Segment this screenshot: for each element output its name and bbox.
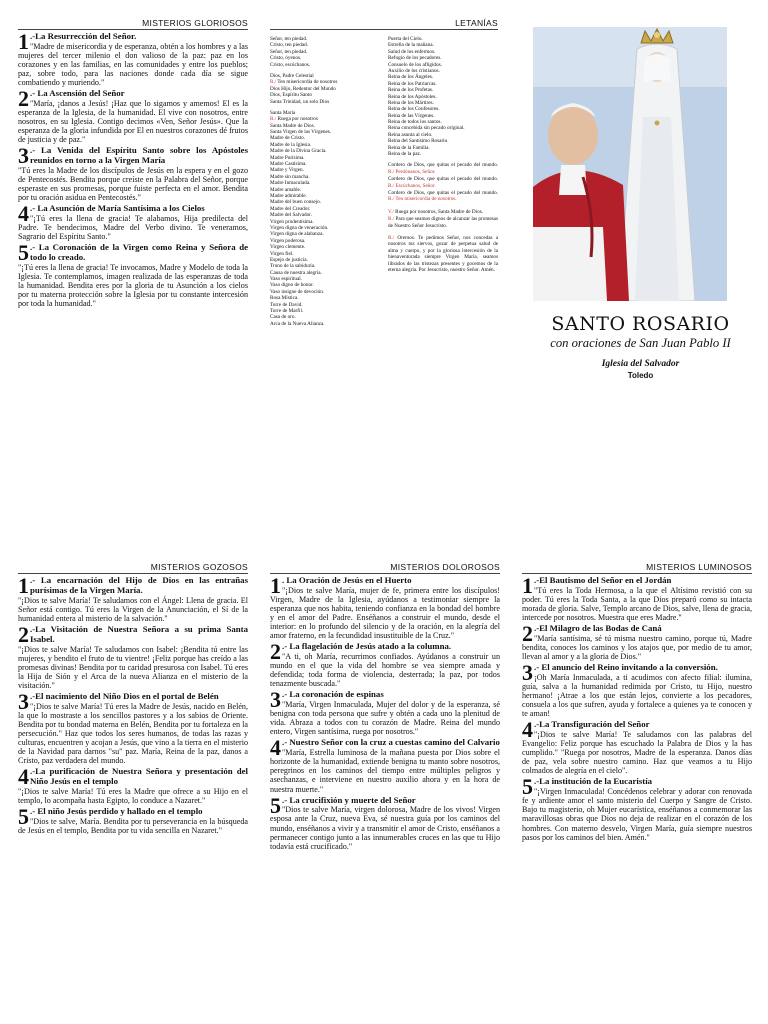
section-header: MISTERIOS GLORIOSOS — [142, 18, 248, 28]
response-marker: R./ — [388, 216, 395, 223]
mystery-number: 1 — [18, 29, 29, 54]
litany-text: Madre amable. — [270, 186, 302, 193]
section-header: MISTERIOS GOZOSOS — [150, 562, 248, 572]
mystery-number: 2 — [522, 621, 533, 647]
mystery-number: 5 — [18, 240, 29, 266]
litany-text: Estrella de la mañana. — [388, 42, 434, 49]
litany-text: Cristo, ten piedad. — [270, 42, 309, 49]
mystery-prayer: "María, ¡danos a Jesús! ¡Haz que lo sigamos y amemos! El es la esperanza de la Iglesia, de la humanidad. El vive con nosotros, entre nosotros, en su Iglesia. Contigo decimos «Ven, Señor Jesús». Que la esperanza de la gloria infundida por El en nuestros corazones dé frutos de justicia y de paz." — [18, 99, 248, 145]
litany-text: Cristo, escúchanos. — [270, 61, 311, 68]
mystery-prayer: "¡Dios te salve María! Tú eres la Madre de Jesús, nacido en Belén, la que lo mostraste a los sencillos pastores y a los sabios de Oriente. Bendita por tu bondad materna en Belén, Bendita por tu fortaleza en la persecución." Haz que todos los seres humanos, de todas las razas y culturas, encuentren y acojan a Jesús, que vino a la tierra en el misterio de la Navidad para darnos "su" paz. María, Reina de la paz, danos a Cristo, paz verdadera del mundo. — [18, 701, 248, 766]
mystery-prayer: "¡Dios te salve María, mujer de fe, primera entre los discípulos! Virgen, Madre de la Iglesia, ayúdanos a testimoniar siempre la esperanza que nos habita, teniendo confianza en la bondad del hombre y en el amor del Padre. Enséñanos a construir el mundo, desde el interior: en lo profundo del silencio y de la oración, en la alegría del amor fraterno, en la fecundidad insustituible de la Cruz." — [270, 585, 500, 641]
cover-church: Iglesia del Salvador — [601, 359, 680, 369]
mystery-title: .-La institución de la Eucaristía — [534, 776, 653, 787]
mystery-title: .- El niño Jesús perdido y hallado en el templo — [30, 805, 203, 816]
litany-text: Santa Virgen de las Vírgenes. — [270, 129, 332, 136]
litany-text: Para que seamos dignos de alcanzar las promesas de Nuestro Señor Jesucristo. — [388, 216, 498, 229]
cover-title-block — [533, 313, 748, 380]
mystery-item — [18, 240, 248, 309]
mystery-item — [18, 29, 248, 88]
mystery-item — [18, 688, 248, 766]
mystery-title: . La Oración de Jesús en el Huerto — [282, 575, 412, 585]
litany-text: Auxilio de los cristianos. — [388, 67, 440, 74]
mystery-item — [522, 573, 752, 623]
litany-text: Reina de los Ángeles. — [388, 74, 434, 81]
mystery-title: .- La Asunción de María Santísima a los Cielos — [30, 203, 205, 214]
litany-text: Espejo de justicia. — [270, 256, 308, 263]
litany-text: Virgen prudentísima. — [270, 218, 314, 225]
litany-text: Dios Hijo, Redentor del Mundo — [270, 85, 336, 92]
litany-line — [388, 162, 498, 175]
litany-text: Torre de Marfil. — [270, 308, 304, 315]
litany-response: R./ Perdónanos, Señor. — [388, 168, 436, 175]
section-header: LETANÍAS — [455, 18, 498, 28]
divider — [18, 573, 248, 574]
mystery-number: 3 — [522, 660, 533, 686]
divider — [270, 573, 500, 574]
litany-text: Torre de David. — [270, 301, 303, 308]
section-header: MISTERIOS LUMINOSOS — [646, 562, 752, 572]
mystery-prayer: "Tú eres la Madre de los discípulos de Jesús en la espera y en el gozo de Pentecostés. Bendita porque creíste en la Palabra del Señor, porque esperaste en sus promesas, porque fuiste perfecta en el amor. Bendita por tu oración asidua en Pentecostés." — [18, 166, 248, 203]
mystery-item — [270, 639, 500, 689]
litany-text: Madre del Creador. — [270, 205, 311, 212]
litany-text: Oremos. Te pedimos Señor, nos concedas a nosotros tus siervos, gozar de perpetua salud de alma y cuerpo, y por la gloriosa intercesión de la bienaventurada siempre Virgen María, seamos librados de las tristezas presentes y gocemos de la eterna alegría. Por Jesucristo, nuestro Señor. Amén. — [388, 234, 498, 273]
litany-text: Virgen digna de veneración. — [270, 224, 329, 231]
mystery-title: .-La Resurrección del Señor. — [30, 31, 137, 41]
mystery-number: 3 — [18, 143, 29, 169]
litany-text: Reina concebida sin pecado original. — [388, 125, 465, 132]
mystery-title: .-El Bautismo del Señor en el Jordán — [534, 575, 672, 585]
panel-dolorosos — [270, 562, 500, 1002]
litany-text: Madre admirable. — [270, 192, 307, 199]
mystery-number: 4 — [18, 201, 29, 227]
litany-text: Dios, Espíritu Santo — [270, 92, 312, 99]
panel-letanias — [270, 18, 498, 388]
response-marker: V./ — [388, 208, 394, 215]
mystery-item — [18, 573, 248, 623]
litany-text: Reina asunta al cielo. — [388, 131, 433, 138]
mystery-item — [18, 201, 248, 242]
litany-text: Santa Trinidad, un solo Dios — [270, 98, 330, 105]
mystery-number: 1 — [522, 573, 533, 598]
litany-line — [388, 190, 498, 203]
mystery-number: 1 — [18, 573, 29, 598]
mystery-item — [18, 621, 248, 690]
divider — [522, 573, 752, 574]
litany-text: Reina de las Vírgenes. — [388, 112, 435, 119]
litany-text: Casa de oro. — [270, 314, 296, 321]
litany-text: Virgen poderosa. — [270, 237, 306, 244]
mystery-title: .- La encarnación del Hijo de Dios en las entrañas purísimas de la Virgen María. — [30, 575, 248, 595]
section-header: MISTERIOS DOLOROSOS — [390, 562, 500, 572]
mystery-prayer: "¡Dios te salve María! Tú eres la Madre que ofrece a su Hijo en el templo, lo acompaña hasta Egipto, lo conduce a Nazaret." — [18, 786, 248, 805]
mystery-prayer: "Tú eres la Toda Hermosa, a la que el Altísimo revistió con su poder. Tú eres la Toda Santa, a la que Dios preparó como su intacta morada de gloria. Salve, Templo arcano de Dios, salve, llena de gracia, intercede por nosotros. Muestra que eres Madre." — [522, 585, 752, 623]
mystery-title: .- La coronación de espinas — [282, 689, 384, 700]
mystery-item — [522, 717, 752, 776]
mystery-prayer: "¡Dios te salve María! Te saludamos con el Ángel: Llena de gracia. El Señor está contigo. Tú eres la Virgen de la Anunciación, el Sí de la humanidad entera al misterio de la salvación." — [18, 595, 248, 623]
litany-text: Madre de Cristo. — [270, 135, 306, 142]
mystery-number: 5 — [270, 792, 281, 818]
divider — [18, 29, 248, 30]
mystery-title: .- La flagelación de Jesús atado a la columna. — [282, 641, 452, 652]
mystery-number: 3 — [270, 687, 281, 713]
litany-line — [388, 235, 498, 273]
litany-text: Madre Castísima. — [270, 161, 307, 168]
mystery-number: 4 — [270, 735, 281, 761]
mystery-prayer: "¡Dios te salve María! Te saludamos con Isabel: ¡Bendita tú entre las mujeres, y bendito el fruto de tu vientre! ¡Feliz porque has creído a las promesas divinas! Bendita por tu caridad presurosa con Isabel. Tú eres la Hija de Sión y el Arca de la nueva Alianza en el misterio de la visitación." — [18, 644, 248, 690]
response-marker: R./ — [270, 79, 277, 86]
mystery-number: 2 — [270, 639, 281, 665]
mystery-item — [270, 792, 500, 851]
litany-text: Rosa Mística. — [270, 295, 299, 302]
mystery-prayer: "¡Virgen Inmaculada! Concédenos celebrar y adorar con renovada fe y ardiente amor el santo misterio del Cuerpo y Sangre de Cristo. Bajo tu magisterio, oh Mujer eucarística, enséñanos a conmemorar las maravillosas obras que Dios no deja de realizar en el corazón de los hombres. Con materno desvelo, Virgen María, guía siempre nuestros pasos por los caminos del bien. Amén." — [522, 787, 752, 842]
mystery-prayer: "María santísima, sé tú misma nuestro camino, porque tú, Madre bendita, conoces los caminos y los atajos que, por medio de tu amor, llevan al amor y a la gloria de Dios." — [522, 633, 752, 662]
litany-text: Arca de la Nueva Alianza. — [270, 320, 325, 327]
mystery-prayer: "Dios te salve María, virgen dolorosa, Madre de los vivos! Virgen esposa ante la Cruz, nueva Eva, sé nuestra guía por los caminos del mundo, enséñanos a vivir y a transmitir el amor de Cristo, enséñanos a permanecer contigo junto a las innumerables cruces en las que tu Hijo todavía está crucificado." — [270, 805, 500, 851]
mystery-title: .- El anuncio del Reino invitando a la conversión. — [534, 662, 718, 673]
mystery-number: 5 — [522, 774, 533, 800]
mystery-prayer: "Madre de misericordia y de esperanza, obtén a los hombres y a las mujeres del tercer milenio el don valioso de la paz: paz en los corazones y en las familias, en las comunidades y entre los pueblos; paz, sobre todo, para las naciones donde cada día se sigue combatiendo y muriendo." — [18, 41, 248, 88]
mystery-number: 4 — [522, 717, 533, 743]
mysteries-list — [522, 573, 752, 1002]
litany-text: Virgen fiel. — [270, 250, 294, 257]
mystery-prayer: "¡Tú eres la llena de gracia! Te alabamos, Hija predilecta del Padre. Te bendecimos, Madre del Verbo divino. Te veneramos, Sagrario del Espíritu Santo." — [18, 214, 248, 242]
litany-text: Ruega por nosotros, Santa Madre de Dios. — [395, 208, 484, 215]
litany-text: Santa María — [270, 109, 296, 116]
mystery-title: .-El Milagro de las Bodas de Caná — [534, 623, 662, 634]
mysteries-list — [270, 573, 500, 1002]
litany-text: Ruega por nosotros — [277, 116, 318, 123]
panel-luminosos — [522, 562, 752, 1002]
litany-response: R./ Ten misericordia de nosotros. — [388, 196, 457, 203]
mystery-number: 2 — [18, 621, 29, 647]
litany-text: Cordero de Dios, que quitas el pecado del mundo. — [388, 189, 498, 196]
litany-text: Madre sin mancha. — [270, 173, 310, 180]
mystery-prayer: ¡Oh María Inmaculada, a ti acudimos con afecto filial: ilumina, guía, salva a la humanidad redimida por Cristo, tu Hijo, nuestro hermano! ¡Atrae a los que están lejos, convierte a los pecadores, consuela a los que sufren, ayuda y fortalece a quienes ya te conocen y te aman! — [522, 672, 752, 719]
litany-text: Trono de la sabiduría. — [270, 263, 316, 270]
response-marker: R./ — [270, 116, 277, 123]
litany-text: Reina de todos los santos. — [388, 119, 442, 126]
litany-response: R./ Escúchanos, Señor. — [388, 182, 436, 189]
cover-title: SANTO ROSARIO — [551, 313, 730, 335]
mystery-number: 4 — [18, 764, 29, 790]
mystery-prayer: "A ti, oh María, recurrimos confiados. Ayúdanos a construir un mundo en el que la vida del hombre se vea siempre amada y defendida; toda forma de violencia, desterrada; la paz, por todos tenazmente buscada." — [270, 652, 500, 689]
mystery-item — [18, 764, 248, 805]
mysteries-list — [18, 29, 248, 388]
litany-text: Vaso digno de honor. — [270, 282, 314, 289]
litany-line — [388, 176, 498, 189]
panel-gozosos — [18, 562, 248, 1002]
litany-text: Reina de los Patriarcas. — [388, 80, 437, 87]
mystery-item — [270, 573, 500, 641]
litany-column-2 — [388, 36, 498, 274]
mystery-item — [522, 774, 752, 842]
litany-text: Ten misericordia de nosotros — [277, 79, 338, 86]
litany-column-1 — [270, 36, 382, 327]
mystery-item — [270, 687, 500, 737]
litany-text: Madre y Virgen. — [270, 167, 304, 174]
litany-line — [388, 209, 498, 215]
mystery-prayer: "María, Virgen Inmaculada, Mujer del dolor y de la esperanza, sé benigna con toda persona que sufre y obtén a cada uno la plenitud de vida. Abraza a todos con tu corazón de Madre. Reina del mundo entero, Virgen santísima, ruega por nosotros." — [270, 700, 500, 737]
cover-photo — [533, 27, 727, 301]
cover-subtitle: con oraciones de San Juan Pablo II — [550, 336, 731, 350]
litany-text: Consuelo de los afligidos. — [388, 61, 442, 68]
litany-text: Señor, ten piedad. — [270, 48, 308, 55]
mystery-number: 3 — [18, 688, 29, 714]
litany-text: Refugio de los pecadores. — [388, 55, 442, 62]
litany-text: Cordero de Dios, que quitas el pecado del mundo. — [388, 176, 498, 183]
mystery-item — [522, 660, 752, 719]
mystery-prayer: "Dios te salve, María. Bendita por tu perseverancia en la búsqueda de Jesús en el templo, Bendita por tu vida sencilla en Nazaret." — [18, 816, 248, 835]
litany-text: Vaso espiritual. — [270, 276, 302, 283]
litany-text: Madre del Salvador. — [270, 212, 312, 219]
mystery-number: 1 — [270, 573, 281, 598]
mystery-item — [522, 621, 752, 662]
response-marker: R./ — [388, 234, 395, 241]
litany-text: Madre Purísima. — [270, 154, 305, 161]
mystery-title: .- Nuestro Señor con la cruz a cuestas camino del Calvario — [282, 737, 500, 748]
litany-text: Salud de los enfermos. — [388, 48, 436, 55]
litany-text: Reina de los Mártires. — [388, 99, 434, 106]
mystery-title: .- La Venida del Espíritu Santo sobre los Apóstoles reunidos en torno a la Virgen María — [30, 145, 248, 166]
mystery-title: .-La purificación de Nuestra Señora y presentación del Niño Jesús en el templo — [30, 766, 248, 786]
mysteries-list — [18, 573, 248, 1002]
mystery-title: .- La Coronación de la Virgen como Reina y Señora de todo lo creado. — [30, 242, 248, 263]
mystery-prayer: "María, Estrella luminosa de la mañana puesta por Dios sobre el horizonte de la humanidad, extiende benigna tu manto sobre nosotros, peregrinos en los caminos del tiempo entre múltiples peligros y asechanzas, e interviene en nuestro auxilio ahora y en la hora de nuestra muerte." — [270, 748, 500, 794]
litany-line — [388, 216, 498, 229]
litany-text: Madre Inmaculada. — [270, 180, 311, 187]
mystery-prayer: "¡Tú eres la llena de gracia! Te invocamos, Madre y Modelo de toda la Iglesia. Te contemplamos, imagen realizada de las esperanzas de toda la humanidad. Bendita eres por la gloria de tu Asunción a los cielos por tu materna protección sobre la Iglesia por tu constante intercesión por toda la humanidad." — [18, 262, 248, 309]
mystery-number: 5 — [18, 803, 29, 829]
litany-text: Reina de la paz. — [388, 151, 422, 158]
litany-text: Santa Madre de Dios. — [270, 122, 315, 129]
litany-line — [270, 321, 382, 327]
mystery-title: .- La crucifixión y muerte del Señor — [282, 794, 416, 805]
litany-text: Cristo, óyenos. — [270, 55, 302, 62]
litany-text: Virgen digna de alabanza. — [270, 231, 324, 238]
litany-text: Reina de la Familia. — [388, 144, 430, 151]
mystery-title: .-El nacimiento del Niño Dios en el portal de Belén — [30, 690, 219, 701]
mystery-item — [18, 803, 248, 835]
mystery-item — [270, 735, 500, 794]
cover-city: Toledo — [627, 371, 654, 380]
litany-text: Madre del buen consejo. — [270, 199, 321, 206]
mystery-item — [18, 86, 248, 145]
litany-text: Dios, Padre Celestial — [270, 72, 314, 79]
litany-text: Reina del Santísimo Rosario. — [388, 138, 449, 145]
litany-text: Madre de la Iglesia. — [270, 141, 312, 148]
litany-text: Puerta del Cielo. — [388, 36, 423, 42]
mystery-title: .- La Ascensión del Señor — [30, 88, 125, 99]
litany-text: Virgen clemente. — [270, 244, 306, 251]
virgin-and-pope-illustration — [533, 27, 727, 301]
mystery-item — [18, 143, 248, 203]
litany-text: Reina de los Profetas. — [388, 87, 434, 94]
litany-text: Vaso insigne de devoción. — [270, 288, 325, 295]
litany-text: Reina de los Confesores. — [388, 106, 440, 113]
mystery-number: 2 — [18, 86, 29, 112]
litany-text: Causa de nuestra alegría. — [270, 269, 322, 276]
litany-text: Madre de la Divina Gracia. — [270, 148, 327, 155]
panel-gloriosos — [18, 18, 248, 388]
mystery-title: .-La Visitación de Nuestra Señora a su prima Santa Isabel. — [30, 623, 248, 644]
litany-text: Cordero de Dios, que quitas el pecado del mundo. — [388, 162, 498, 169]
litany-text: Reina de los Apóstoles. — [388, 93, 437, 100]
litany-text: Señor, ten piedad. — [270, 36, 308, 42]
divider — [270, 29, 498, 30]
mystery-prayer: "¡Dios te salve María! Te saludamos con las palabras del Evangelio: Feliz porque has escuchado la Palabra de Dios y la has cumplido." "Ruega por nosotros, Madre de la esperanza. Danos días de paz, vela sobre nuestro camino. Haz que veamos a tu Hijo colmados de alegría en el cielo". — [522, 730, 752, 776]
mystery-title: .-La Transfiguración del Señor — [534, 719, 650, 730]
